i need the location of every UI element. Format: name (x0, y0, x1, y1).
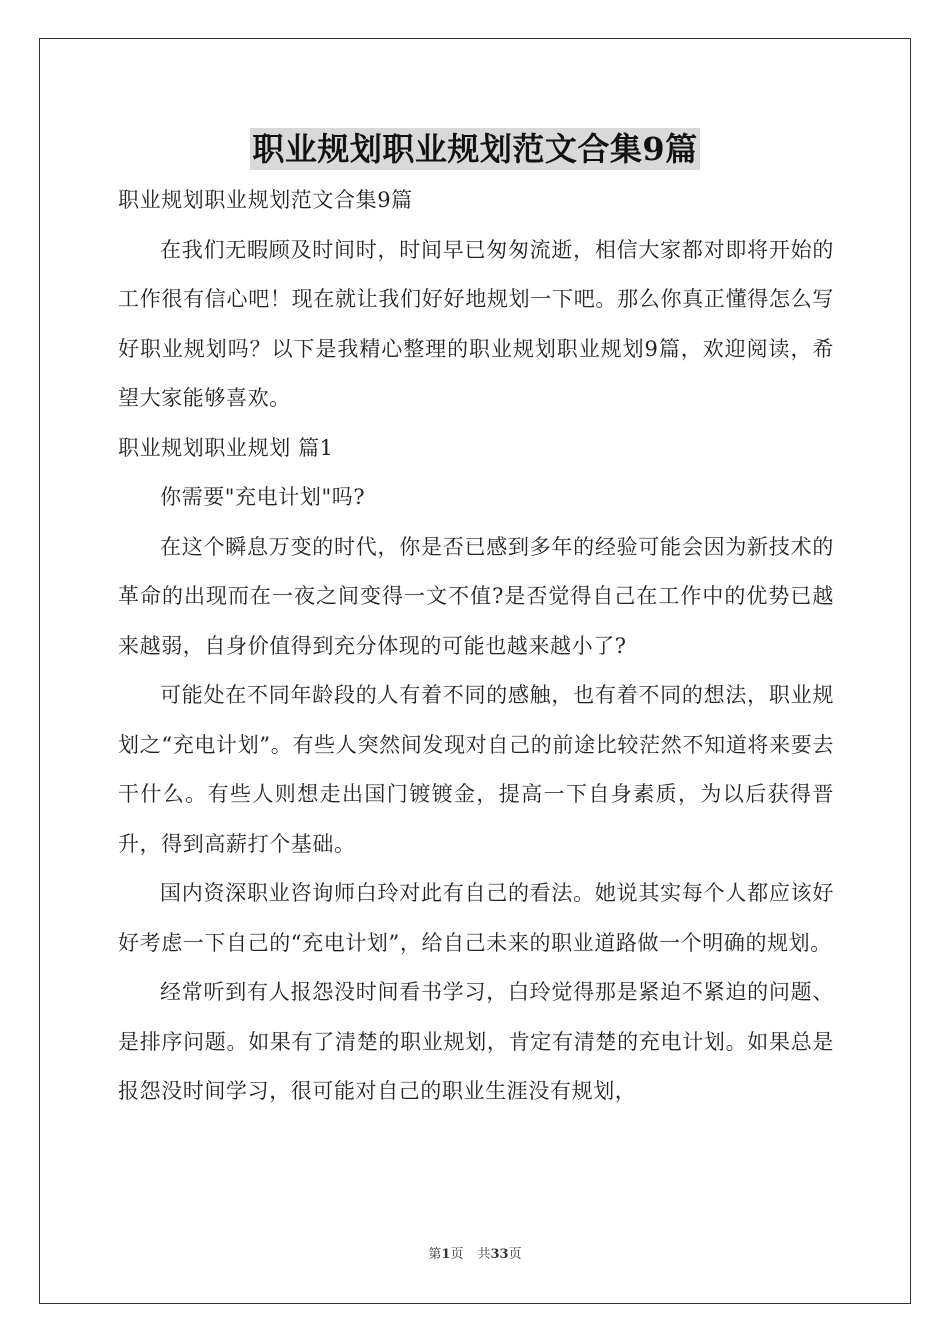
title-container (0, 128, 950, 170)
page-footer (0, 1246, 950, 1264)
page-current: 1 (441, 1247, 451, 1262)
page-total: 33 (490, 1247, 509, 1262)
total-prefix: 共 (477, 1247, 491, 1262)
paragraph-body-2: 可能处在不同年龄段的人有着不同的感触，也有着不同的想法，职业规划之“充电计划”。有些人突然间发现对自己的前途比较茫然不知道将来要去干什么。有些人则想走出国门镀镀金，提高一下自身素质，为以后获得晋升，得到高薪打个基础。 (118, 683, 834, 856)
paragraph-body-1: 在这个瞬息万变的时代，你是否已感到多年的经验可能会因为新技术的革命的出现而在一夜之间变得一文不值?是否觉得自己在工作中的优势已越来越弱，自身价值得到充分体现的可能也越来越小了? (118, 534, 834, 658)
paragraph-body-4: 经常听到有人报怨没时间看书学习，白玲觉得那是紧迫不紧迫的问题、是排序问题。如果有了清楚的职业规划，肯定有清楚的充电计划。如果总是报怨没时间学习，很可能对自己的职业生涯没有规划， (118, 980, 834, 1103)
total-suffix: 页 (508, 1247, 522, 1262)
document-title: 职业规划职业规划范文合集9篇 (252, 130, 698, 168)
section-heading: 职业规划职业规划 篇1 (118, 435, 334, 460)
paragraph-intro: 在我们无暇顾及时间时，时间早已匆匆流逝，相信大家都对即将开始的工作很有信心吧！现在就让我们好好地规划一下吧。那么你真正懂得怎么写好职业规划吗？以下是我精心整理的职业规划职业规划9篇，欢迎阅读，希望大家能够喜欢。 (118, 237, 834, 410)
document-body (118, 176, 834, 1117)
paragraph-question: 你需要"充电计划"吗? (160, 485, 366, 509)
paragraph-subtitle: 职业规划职业规划范文合集9篇 (118, 188, 413, 212)
page-suffix: 页 (450, 1247, 464, 1262)
paragraph-body-3: 国内资深职业咨询师白玲对此有自己的看法。她说其实每个人都应该好好考虑一下自己的“充电计划”，给自己未来的职业道路做一个明确的规划。 (118, 881, 834, 955)
page-prefix: 第 (428, 1247, 442, 1262)
